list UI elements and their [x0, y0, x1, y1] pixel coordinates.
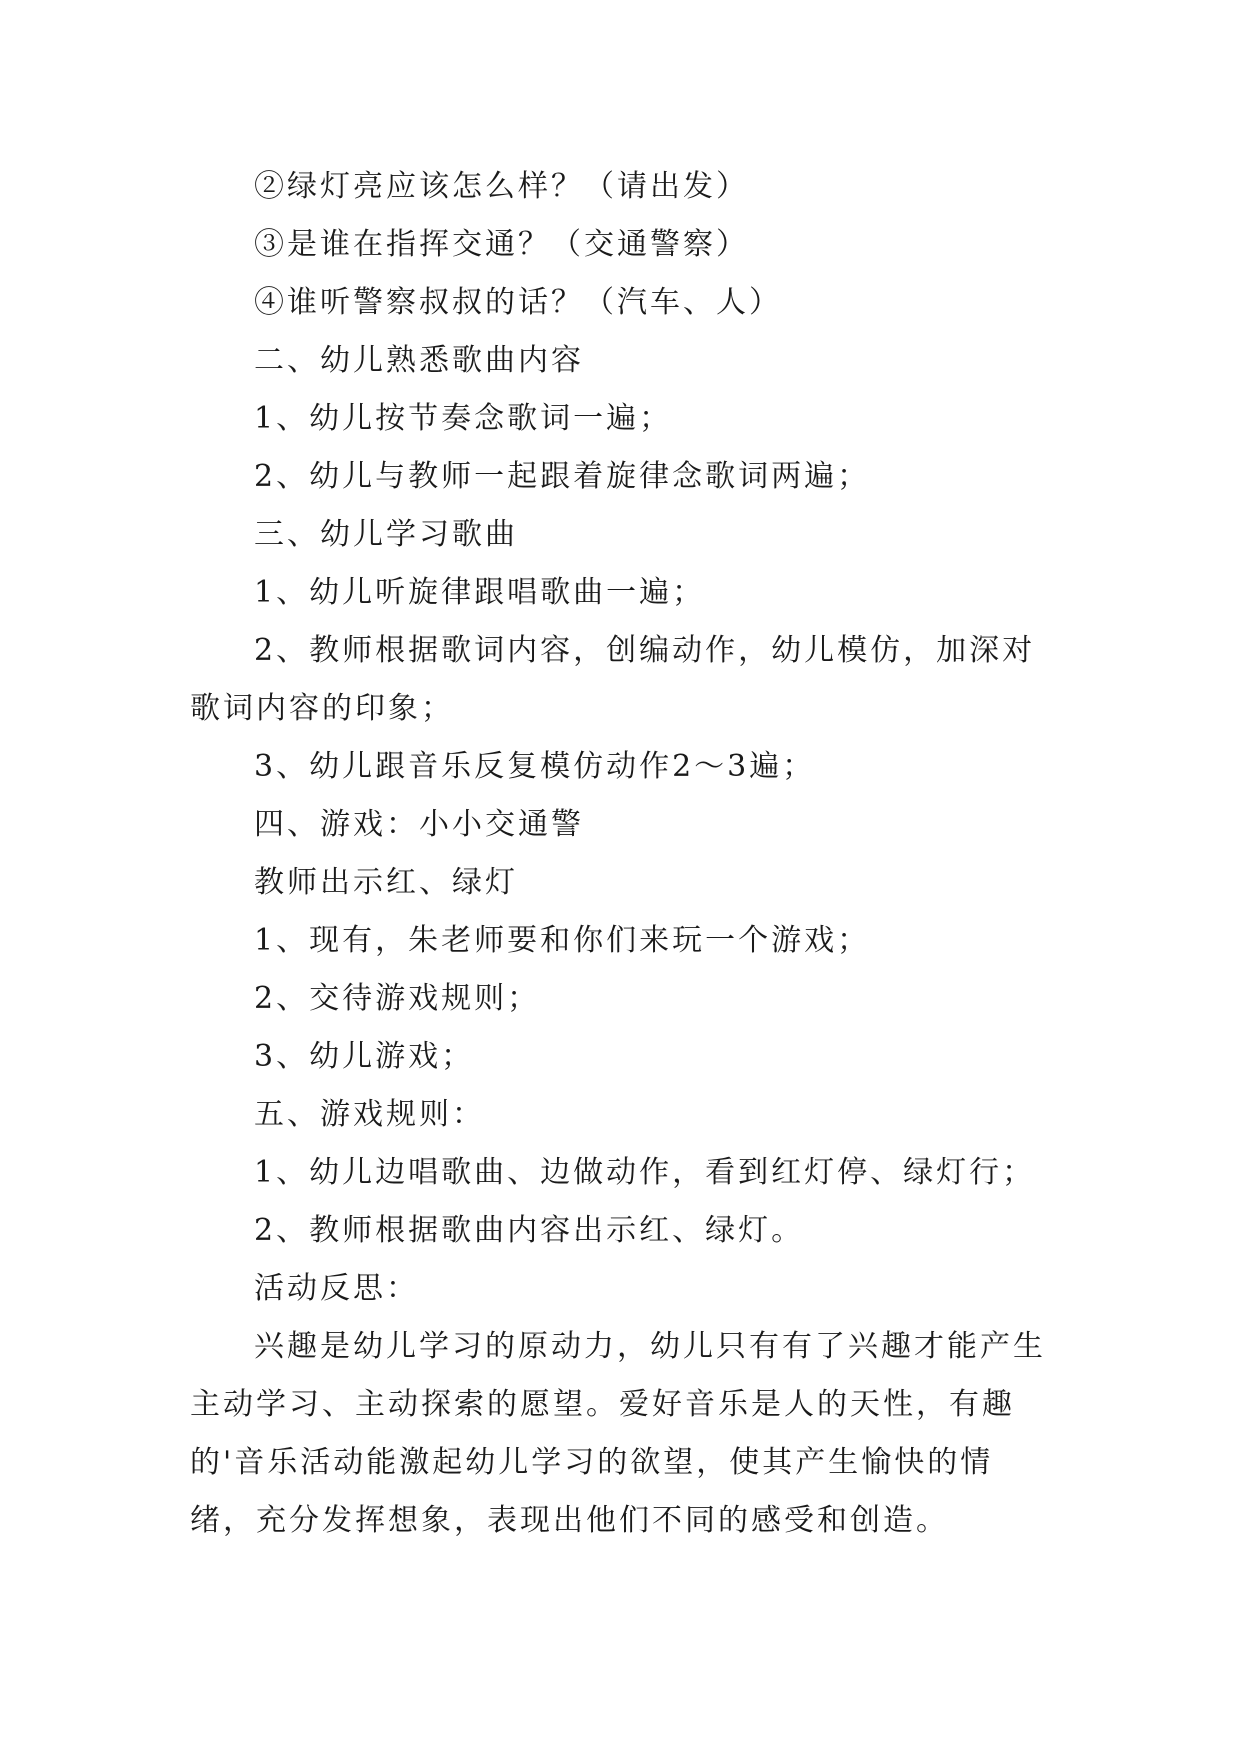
reflection-paragraph: 兴趣是幼儿学习的原动力，幼儿只有有了兴趣才能产生主动学习、主动探索的愿望。爱好音乐是人的天性，有趣的'音乐活动能激起幼儿学习的欲望，使其产生愉快的情绪，充分发挥想象，表现出他们不同的感受和创造。: [190, 1329, 1046, 1538]
paragraph: 2、教师根据歌曲内容出示红、绿灯。: [254, 1213, 805, 1248]
paragraph: 1、幼儿按节奏念歌词一遍；: [254, 401, 673, 436]
section-heading: 二、幼儿熟悉歌曲内容: [254, 343, 584, 378]
paragraph: ②绿灯亮应该怎么样？（请出发）: [254, 169, 749, 204]
paragraph: 1、幼儿边唱歌曲、边做动作，看到红灯停、绿灯行；: [254, 1155, 1036, 1190]
paragraph: 3、幼儿游戏；: [254, 1039, 475, 1074]
paragraph: 2、交待游戏规则；: [254, 981, 541, 1016]
section-heading: 三、幼儿学习歌曲: [254, 517, 518, 552]
section-heading: 四、游戏：小小交通警: [254, 807, 584, 842]
paragraph: 1、幼儿听旋律跟唱歌曲一遍；: [254, 575, 706, 610]
paragraph: ④谁听警察叔叔的话？（汽车、人）: [254, 285, 782, 320]
paragraph: 1、现有，朱老师要和你们来玩一个游戏；: [254, 923, 871, 958]
section-heading: 活动反思：: [254, 1271, 419, 1306]
paragraph: 2、教师根据歌词内容，创编动作，幼儿模仿，加深对歌词内容的印象；: [190, 633, 1036, 726]
paragraph: 教师出示红、绿灯: [254, 865, 518, 900]
paragraph: 3、幼儿跟音乐反复模仿动作2～3遍；: [254, 749, 816, 784]
paragraph: ③是谁在指挥交通？（交通警察）: [254, 227, 749, 262]
document-body: [190, 158, 1050, 1550]
paragraph: 2、幼儿与教师一起跟着旋律念歌词两遍；: [254, 459, 871, 494]
section-heading: 五、游戏规则：: [254, 1097, 485, 1132]
